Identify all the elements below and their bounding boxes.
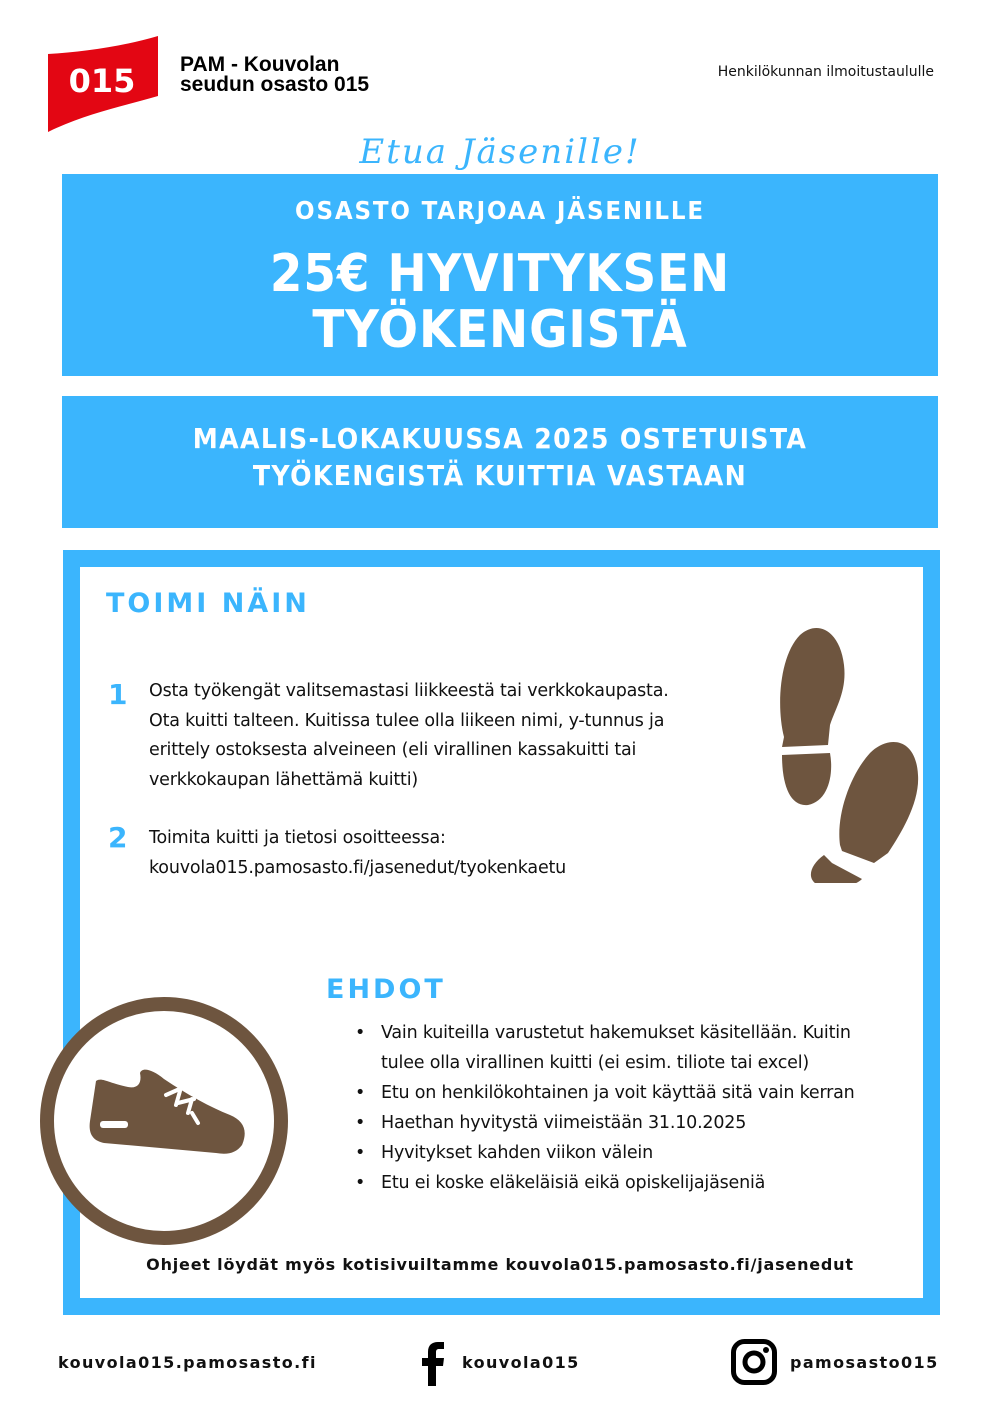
logo-text: 015 <box>68 62 136 100</box>
bullet-icon: • <box>355 1113 366 1133</box>
offer-condition-line2: TYÖKENGISTÄ KUITTIA VASTAAN <box>252 459 748 492</box>
terms-item-line: tulee olla virallinen kuitti (ei esim. tiliote tai excel) <box>381 1053 810 1073</box>
offer-condition-banner <box>62 396 938 528</box>
bullet-icon: • <box>355 1173 366 1193</box>
footprints-icon <box>770 625 920 883</box>
tagline: Etua Jäsenille! <box>359 132 641 172</box>
footer-facebook-handle[interactable]: kouvola015 <box>462 1353 580 1372</box>
terms-item <box>355 1168 915 1198</box>
offer-headline-line2: TYÖKENGISTÄ <box>312 300 688 360</box>
step-line: Ota kuitti talteen. Kuitissa tulee olla liikeen nimi, y-tunnus ja <box>149 710 665 731</box>
terms-item <box>355 1138 915 1168</box>
sneaker-icon <box>38 995 290 1247</box>
terms-item-line: Etu ei koske eläkeläisiä eikä opiskelijajäseniä <box>381 1173 766 1193</box>
org-name-line2: seudun osasto 015 <box>180 73 370 96</box>
organization-name <box>180 55 369 95</box>
facebook-icon[interactable] <box>420 1342 446 1386</box>
terms-item-line: Haethan hyvitystä viimeistään 31.10.2025 <box>381 1113 747 1133</box>
logo-015-flag <box>44 34 162 134</box>
offer-condition <box>106 420 894 494</box>
step-line: erittely ostoksesta alveineen (eli virallinen kassakuitti tai <box>149 740 637 760</box>
terms-item-line: Hyvitykset kahden viikon välein <box>381 1143 653 1163</box>
offer-banner <box>62 174 938 376</box>
terms-item-line: Etu on henkilökohtainen ja voit käyttää sitä vain kerran <box>381 1083 855 1103</box>
offer-headline <box>106 246 894 358</box>
step-text <box>149 677 769 795</box>
offer-headline-line1: 25€ HYVITYKSEN <box>269 244 731 304</box>
terms-item <box>355 1018 915 1078</box>
terms-item-line: Vain kuiteilla varustetut hakemukset käsitellään. Kuitin <box>381 1023 851 1043</box>
step-number: 2 <box>108 821 128 854</box>
bullet-icon: • <box>355 1023 366 1043</box>
step-line: Toimita kuitti ja tietosi osoitteessa: <box>149 828 446 848</box>
website-note: Ohjeet löydät myös kotisivuiltamme kouvola015.pamosasto.fi/jasenedut <box>146 1255 854 1274</box>
offer-condition-line1: MAALIS-LOKAKUUSSA 2025 OSTETUISTA <box>192 422 808 455</box>
instructions-title: TOIMI NÄIN <box>106 588 310 619</box>
footer-website-link[interactable]: kouvola015.pamosasto.fi <box>58 1353 317 1372</box>
step-number: 1 <box>108 678 128 711</box>
step-url[interactable]: kouvola015.pamosasto.fi/jasenedut/tyokenkaetu <box>149 857 567 878</box>
notice-board-label: Henkilökunnan ilmoitustaululle <box>717 64 934 80</box>
bullet-icon: • <box>355 1083 366 1103</box>
instagram-icon[interactable] <box>731 1339 777 1385</box>
terms-list <box>355 1018 915 1198</box>
terms-title: EHDOT <box>326 974 446 1005</box>
offer-subtitle: OSASTO TARJOAA JÄSENILLE <box>295 196 705 225</box>
terms-item <box>355 1078 915 1108</box>
step-text <box>149 824 769 883</box>
step-line: Osta työkengät valitsemastasi liikkeestä tai verkkokaupasta. <box>149 681 669 701</box>
terms-item <box>355 1108 915 1138</box>
bullet-icon: • <box>355 1143 366 1163</box>
footer-instagram-handle[interactable]: pamosasto015 <box>790 1353 939 1372</box>
step-line: verkkokaupan lähettämä kuitti) <box>149 769 418 790</box>
org-name-line1: PAM - Kouvolan <box>180 53 340 76</box>
